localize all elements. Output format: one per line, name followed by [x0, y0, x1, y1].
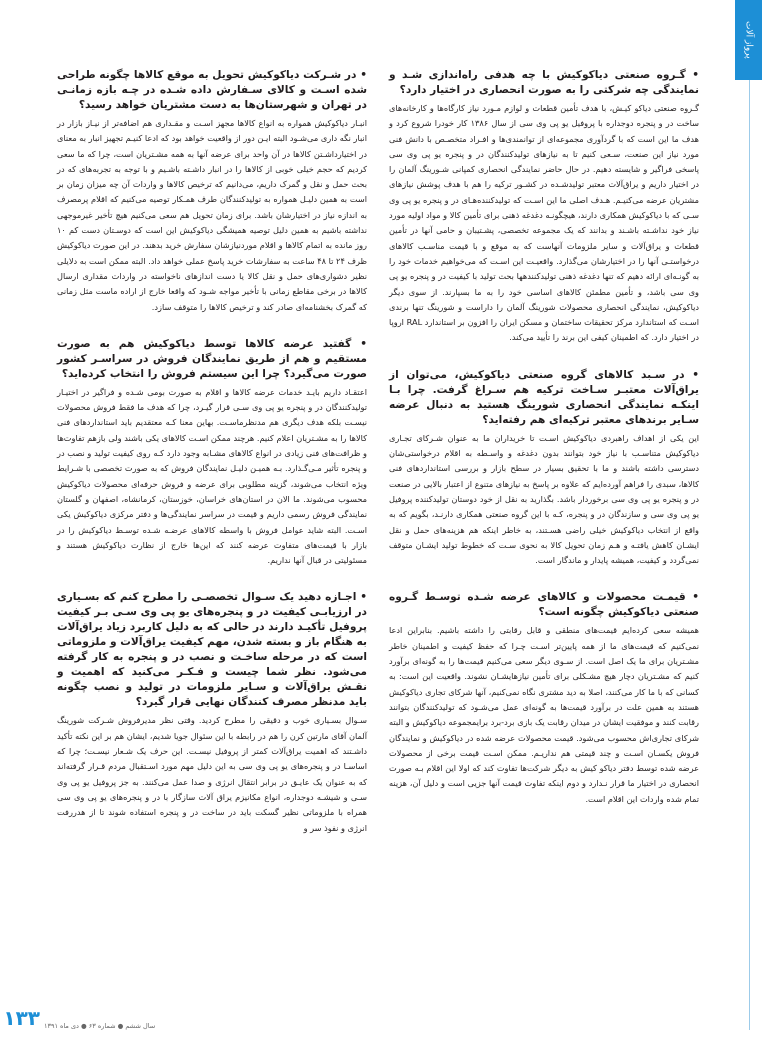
- section-tab: [735, 0, 762, 80]
- section-tab-label: پرواز آلات: [743, 21, 754, 59]
- question-heading: • در شـرکت دیاکوکیش تحویل به موقع کالاها چگونه طراحی شده اسـت و کالای سـفارش داده شـده در چـه بازه زمانـی در تهران و شهرستان‌ها به دست مشتریان خواهد رسید؟: [57, 69, 367, 111]
- qa-section: [389, 590, 699, 807]
- answer-text: اعتقـاد داریم بایـد خدمات عرضه کالاها و اقلام به صورت بومی شـده و فراگیر در اختیـار تولیدکنندگان در و پنجره یو پی وی سـی قرار گیـرد، چرا که هدف ما فقط فروش محصولات نیسـت بلکه هدف دیگری هم مدنظرماسـت. بهاین معنا کـه معتقدیم باید استانداردهای فنی کالاها را به مشـتریان اعلام کنیم. هرچند ممکن اسـت کالاهای یکی باشند ولی بازهم تفاوت‌ها و ظرافت‌های فنی زیادی در انواع کالاهای مشـابه وجود دارد کـه روی کیفیت تولید و نصب در و پنجره تأثیر مـی‌گـذارد. بـه همیـن دلیـل نمایندگان فروش که به صورت تخصصی با شـرایط ویژه انتخاب می‌شوند، گزینه مطلوبی برای عرضه و فروش حرفه‌ای محصولات دیاکوکیش محسوب می‌شوند. ما الان در استان‌های خراسان، خوزستان، کرمانشاه، اصفهان و گلستان نمایندگی فروش رسمی داریم و قیمت در سراسر نمایندگی‌ها و دفتر مرکزی دیاکوکیش یکی اسـت. البته شاید عوامل فروش با واسطه کالاهای عرضـه شـده توسـط دیاکوکیش را در بازار با قیمت‌های متفاوت عرضه کنند که این‌ها خارج از نظارت دیاکوکیش هستند و مسئولیتی در قبال آنها نداریم.: [57, 386, 367, 566]
- answer-text: انبـار دیاکوکیش همواره به انواع کالاها مجهز اسـت و مقـداری هم اضافه‌تر از نیـاز بازار در انبار نگه داری می‌شـود البته ایـن دور از واقعیت خواهد بود که ادعا کنیـم تجهیز انبار به معنای در اختیارداشـتن کالاها در آن واحد برای عرضه آنها به همه مشـتریان است، چرا که ما سعی کردیم که حجم خیلی خوبی از کالاها را در انبار داشـته باشـیم و با توجه به تجربه‌های که در بحث حمل و نقل و گمرک داریم، می‌دانیم که ترخیص کالاها و واردات آن چه میزان زمان بر است به همین دلیـل همواره به تولیدکنندگان طرف همـکار توصیه می‌کنیم که اقلام پرمصرف به اندازه نیاز در اختیارشان باشد. برای زمان تحویل هم سعی می‌کنیم هیچ تأخیر غیرموجهی نداشته باشیم به همین دلیل توصیه همیشگی دیاکوکیش این است که دوسـتان دست کم ۱۰ روز مانده به اتمام کالاها و اقلام موردنیازشان سفارش خرید بدهند. در این صورت دیاکوکیش ظرف ۲۴ تا ۴۸ ساعت به سفارشات خرید پاسخ عملی خواهد داد. البته ممکن است به دلایلی نظیر دشواری‌های حمل و نقل کالا یا دست اندازهای ناخواسته در واردات مقداری ارسال کالاها در برخی مقاطع زمانی با تأخیر مواجه شـود که واقعا خارج از اراده ماست مثل زمانی که گمرک بخشنامه‌ای صادر کند و ترخیص کالاها را متوقف سازد.: [57, 118, 367, 312]
- question-heading: • در سـبد کالاهای گروه صنعتی دیاکوکیش، می‌توان از یراق‌آلات معتبـر سـاخت ترکیه هم سـراغ گرفت. چرا بـا اینکـه نمایندگی انحصاری شورینگ هستید به دنبال عرضه سـایر برندهای معتبر ترکیه‌ای هم رفته‌اید؟: [389, 368, 699, 426]
- qa-section: [57, 590, 367, 835]
- right-column: [389, 68, 699, 829]
- question-heading: • قیمـت محصولات و کالاهای عرضه شـده توسـط گـروه صنعتی دیاکوکیش چگونه است؟: [389, 591, 699, 619]
- left-column: [57, 68, 367, 858]
- margin-rule: [749, 80, 750, 1030]
- issue-footer: سال ششم ● شماره ۶۳ ● دی ماه ۱۳۹۱: [44, 1022, 156, 1030]
- qa-section: [389, 368, 699, 569]
- qa-section: [389, 68, 699, 346]
- question-heading: • گـروه صنعتی دیاکوکیش با چه هدفی راه‌اندازی شـد و نمایندگی چه شرکتی را به صورت انحصاری در اختیار دارد؟: [389, 69, 699, 96]
- question-heading: • اجـازه دهید یک سـوال تخصصـی را مطرح کنم که بسـیاری در ارزیابـی کیفیت در و پنجره‌های یو پی وی سـی بـر کیفیت پروفیل تأکیـد دارند در حالی که به دلیل کاربرد زیاد یراق‌آلات به هنگام باز و بسته شدن، مهم کیفیت یراق‌آلات و ملزوماتی است که در مرحله ساخـت و نصب در و پنجره به کار گرفته می‌شود. نظر شما چیست و فـکـر می‌کنید که اهمیت و نقـش یراق‌آلات و سـایر ملزومات در تولید و نصب چگونه باید مدنظر مصرف کنندگان نهایی قرار گیرد؟: [57, 591, 367, 709]
- answer-text: این یکی از اهداف راهبردی دیاکوکیش اسـت تا خریداران ما به عنوان شـرکای تجـاری دیاکوکیش متناسـب با نیاز خود بتوانند بدون دغدغه و واسـطه به اقلام درخواستی‌شان دسترسی داشته باشند و ما با تحقیق بسیار در سطح بازار و بررسی استانداردهای فنی کالاها، سبدی را فراهم آورده‌ایم که علاوه بر پاسخ به نیازهای متنوع از اعتبار بالایی در صنعت در و پنجره یو پی وی سی برخوردار باشد. بگذارید به نقل از خود دوستان تولیدکننده پروفیل یو پی وی سی و سازندگان در و پنجره، کـه با این گروه صنعتی همکاری دارنـد، بگویم که به واقع از انتخاب دیاکوکیش خیلی راضی هسـتند، به خاطر اینکه هم هزینه‌های حمل و نقل ایشـان کاهش یافتـه و هـم زمان تحویل کالا به نحوی سـت که خطوط تولید ایشـان متوقف نمی‌گردد و کیفیت، همیشه پایدار و ماندگار است.: [389, 432, 699, 566]
- answer-text: سـوال بسـیاری خوب و دقیقی را مطرح کردید. وقتی نظر مدیرفروش شـرکت شورینگ آلمان آقای مارتین کرن را هم در رابطه با این سئوال جویا شدیم، ایشان هم بر این نکته تأکید داشـتند که اهمیت یراق‌آلات کمتر از پروفیل نیسـت. این حرف یک شـعار نیسـت؛ چرا که اساسـا در و پنجره‌های یو پی وی سی به این دلیل مهم مورد اسـتقبال مردم قـرار گرفته‌اند که به عنوان یک عایـق در برابر انتقال انرژی و صدا عمل می‌کنند. به جز پروفیل یو پی وی سـی و شیشـه دوجداره، انواع مکانیزم یراق آلات سازگار با در و پنجره‌های یو پی وی سی همراه با ملزوماتی نظیر گسکت باید در ساخت در و پنجره استفاده شوند تا از هدررفت انرژی و نفوذ سر و: [57, 715, 367, 833]
- answer-text: همیشه سعی کرده‌ایم قیمت‌های منطقی و قابل رقابتی را داشته باشیم. بنابراین ادعا نمی‌کنیم که قیمت‌های ما از همه پایین‌تر اسـت چـرا که حفظ کیفیت و اطمینان خاطر مشـتریان برای ما یک اصل است. از سـوی دیگر سعی می‌کنیم قیمت‌ها را به گونه‌ای برآورد کنیم که مشـتریان دچار هیچ مشـکلی برای تأمین نیازهایشـان نشوند. واقعیت این است: به کسانی که با ما کار می‌کنند، اصلا به دید مشتری نگاه نمی‌کنیم، آنها شرکای تجاری دیاکوکیش هستند به همین علت در برآورد قیمت‌ها به گونه‌ای عمل می‌شـود که تولیدکنندگان بتوانند رقابت کنند و موفقیت ایشان در میدان رقابت یک بازی برد-برد برایمجموعه دیاکوکیش و البته شرکای تجاری‌اش محسوب می‌شود. قیمت محصولات عرضه شده در دیاکوکیش و نمایندگان فروش یکسـان اسـت و چند قیمتی هم نداریـم. ممکن اسـت قیمت برخی از محصولات عرضه شده توسط دفتر دیاکو کیش به دیگر شرکت‌ها تفاوت کند که اولا این اقلام بـه صورت انحصاری در اختیار ما قرار نـدارد و دوم اینکه تفاوت قیمت آنها جزیی است و دلیل آن، هزینه تمام شده واردات این اقلام است.: [389, 625, 699, 804]
- answer-text: گـروه صنعتی دیاکو کیـش، با هدف تأمین قطعات و لوازم مـورد نیاز کارگاه‌ها و کارخانه‌های ساخت در و پنجره دوجداره با پروفیل یو پی وی سی از سال ۱۳۸۶ کار خودرا شروع کرد و هدف ما این است که با گردآوری مجموعه‌ای از توانمندی‌ها و افـراد متخصـص با دانش فنی مورد نیاز این صنعت، سـعی کنیم تا به نیازهای تولیدکنندگان در و پنجره یو پی وی سی پاسخی فراگیر و شایسته دهیم. در حال حاضر نمایندگی انحصاری کمپانی شـورینگ آلمان را در اختیار داریم و یراق‌آلات معتبر تولیدشـده در کشـور ترکیه را هم با هدف پوشش نیازهای مشتریان عرضه می‌کنیـم. هـدف اصلی ما این اسـت که تولیدکننده‌هـای در و پنجره یو پی وی سـی که با دیاکوکیش همکاری دارند، هیچگونـه دغدغه ذهنی برای تأمین کالا و مواد اولیه مورد نیاز خود نداشـته باشـند و بدانند که یک مجموعه تخصصی، پشـتیبان و حامی آنها در تأمین قطعات و یراق‌آلات و سایر ملزومات آنهاست که به موقع و با قیمت مناسـب کالاهای درخواستـی آنها را در اختیارشان می‌گذارد. واقعیـت این اسـت که می‌خواهیم خدمات خود را به گونـه‌ای ارائه دهیم که تنها دغدغه ذهنی تولیدکنندهها بحث تولید با کیفیت در و پنجره یو پی وی سی باشد، و تأمین مطمئن کالاهای اساسی خود را به ما بسپارند. از سوی دیگر دیاکوکیش، نمایندگی انحصاری محصولات شورینگ آلمان را داراست و شورینگ تنها برندی اسـت که استاندارد مرکز تحقیقات ساختمان و مسکن ایران را افزون بر استاندارد RAL اروپا در اختیار دارد. که اطمینان کیفی این برند را تأیید می‌کند.: [389, 103, 699, 343]
- question-heading: • گفتید عرضه کالاها توسط دیاکوکیش هم به صورت مستقیم و هم از طریق نمایندگان فروش در سراسـر کشور صورت می‌گیرد؟ چرا این سیستم فروش را انتخاب کرده‌اید؟: [57, 337, 367, 380]
- page-number: ۱۳۳: [3, 1006, 40, 1030]
- qa-section: [57, 68, 367, 315]
- qa-section: [57, 337, 367, 569]
